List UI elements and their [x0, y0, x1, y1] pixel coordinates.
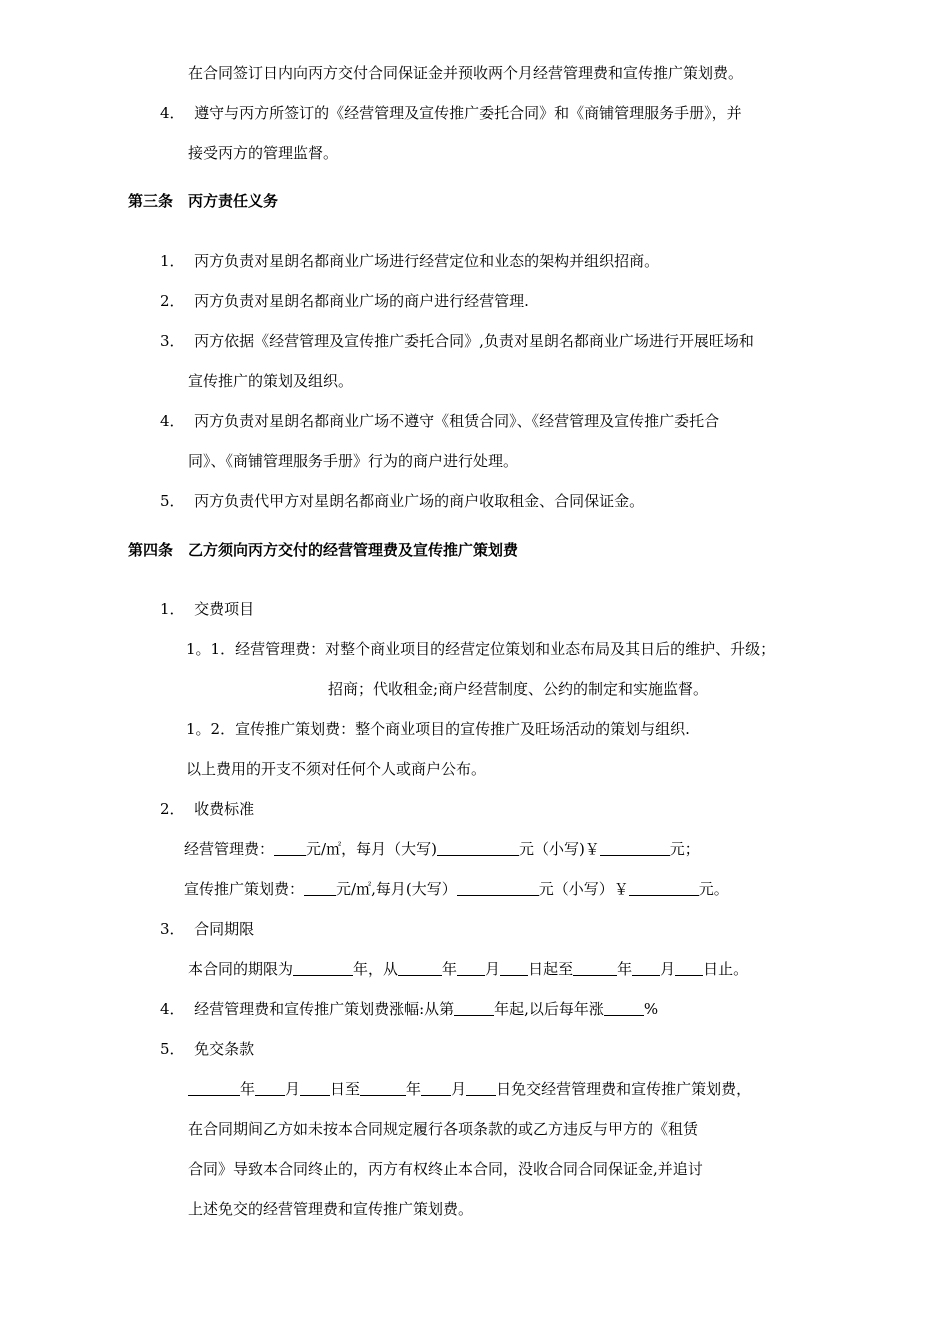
section-heading-4: 第四条 乙方须向丙方交付的经营管理费及宣传推广策划费	[128, 541, 519, 559]
section-heading-3: 第三条 丙方责任义务	[128, 192, 279, 210]
blank-field[interactable]	[304, 880, 336, 896]
list-item-2: 2． 收费标准	[160, 800, 255, 818]
term-text: 日止。	[703, 960, 749, 978]
term-text: 本合同的期限为	[188, 960, 294, 978]
free-text: 月	[451, 1080, 467, 1098]
list-item-3: 3． 合同期限	[160, 920, 255, 938]
paragraph-line: 合同》导致本合同终止的，丙方有权终止本合同，没收合同合同保证金,并追讨	[188, 1160, 703, 1178]
rate-text: %	[643, 1000, 659, 1018]
list-item-2: 2． 丙方负责对星朗名都商业广场的商户进行经营管理.	[160, 292, 529, 310]
list-item-4: 4． 丙方负责对星朗名都商业广场不遵守《租赁合同》、《经营管理及宣传推广委托合	[160, 412, 720, 430]
list-item-1: 1． 交费项目	[160, 600, 255, 618]
blank-field[interactable]	[293, 960, 353, 976]
fee-line-management	[184, 839, 700, 859]
paragraph-line: 在合同签订日内向丙方交付合同保证金并预收两个月经营管理费和宣传推广策划费。	[188, 64, 744, 82]
blank-field[interactable]	[255, 1080, 285, 1096]
sub-item-1-1: 1。1．经营管理费：对整个商业项目的经营定位策划和业态布局及其日后的维护、升级；	[186, 640, 776, 658]
term-text: 日起至	[528, 960, 574, 978]
blank-field[interactable]	[600, 840, 670, 856]
blank-field[interactable]	[604, 1000, 644, 1016]
paragraph-line: 接受丙方的管理监督。	[188, 144, 339, 162]
paragraph-line: 在合同期间乙方如未按本合同规定履行各项条款的或乙方违反与甲方的《租赁	[188, 1120, 699, 1138]
fee-line-promotion	[184, 879, 729, 899]
free-period-line	[188, 1079, 751, 1099]
fee-label: 经营管理费：	[184, 840, 275, 858]
free-text: 月	[285, 1080, 301, 1098]
free-text: 年	[240, 1080, 256, 1098]
blank-field[interactable]	[360, 1080, 406, 1096]
paragraph-line: 以上费用的开支不须对任何个人或商户公布。	[186, 760, 487, 778]
fee-label: 宣传推广策划费：	[184, 880, 305, 898]
paragraph-line: 招商；代收租金;商户经营制度、公约的制定和实施监督。	[328, 680, 709, 698]
blank-field[interactable]	[300, 1080, 330, 1096]
blank-field[interactable]	[629, 880, 699, 896]
paragraph-line: 宣传推广的策划及组织。	[188, 372, 354, 390]
fee-text: 元；	[669, 840, 700, 858]
blank-field[interactable]	[573, 960, 617, 976]
fee-text: 元。	[698, 880, 729, 898]
fee-text: 元/㎡，每月（大写)	[306, 840, 437, 858]
contract-term-line	[188, 959, 748, 979]
blank-field[interactable]	[675, 960, 703, 976]
blank-field[interactable]	[632, 960, 660, 976]
blank-field[interactable]	[437, 840, 519, 856]
paragraph-line: 同》、《商铺管理服务手册》行为的商户进行处理。	[188, 452, 519, 470]
rate-text: 年起,以后每年涨	[494, 1000, 604, 1018]
list-item-3: 3． 丙方依据《经营管理及宣传推广委托合同》,负责对星朗名都商业广场进行开展旺场和	[160, 332, 754, 350]
blank-field[interactable]	[466, 1080, 496, 1096]
term-text: 月	[485, 960, 501, 978]
sub-item-1-2: 1。2．宣传推广策划费：整个商业项目的宣传推广及旺场活动的策划与组织.	[186, 720, 690, 738]
fee-text: 元/㎡,每月(大写）	[336, 880, 457, 898]
free-text: 日至	[330, 1080, 361, 1098]
term-text: 年	[442, 960, 458, 978]
blank-field[interactable]	[274, 840, 306, 856]
blank-field[interactable]	[421, 1080, 451, 1096]
list-item-4: 4． 遵守与丙方所签订的《经营管理及宣传推广委托合同》和《商铺管理服务手册》，并	[160, 104, 742, 122]
list-item-1: 1． 丙方负责对星朗名都商业广场进行经营定位和业态的架构并组织招商。	[160, 252, 660, 270]
fee-text: 元（小写）￥	[538, 880, 629, 898]
list-item-4	[160, 999, 658, 1019]
blank-field[interactable]	[398, 960, 442, 976]
blank-field[interactable]	[457, 960, 485, 976]
free-text: 年	[406, 1080, 422, 1098]
fee-text: 元（小写)￥	[518, 840, 600, 858]
paragraph-line: 上述免交的经营管理费和宣传推广策划费。	[188, 1200, 474, 1218]
rate-text: 4． 经营管理费和宣传推广策划费涨幅:从第	[160, 1000, 455, 1018]
list-item-5: 5． 免交条款	[160, 1040, 255, 1058]
blank-field[interactable]	[188, 1080, 240, 1096]
list-item-5: 5． 丙方负责代甲方对星朗名都商业广场的商户收取租金、合同保证金。	[160, 492, 645, 510]
term-text: 年，从	[353, 960, 399, 978]
term-text: 月	[660, 960, 676, 978]
term-text: 年	[617, 960, 633, 978]
free-text: 日免交经营管理费和宣传推广策划费，	[496, 1080, 752, 1098]
blank-field[interactable]	[457, 880, 539, 896]
blank-field[interactable]	[500, 960, 528, 976]
blank-field[interactable]	[454, 1000, 494, 1016]
